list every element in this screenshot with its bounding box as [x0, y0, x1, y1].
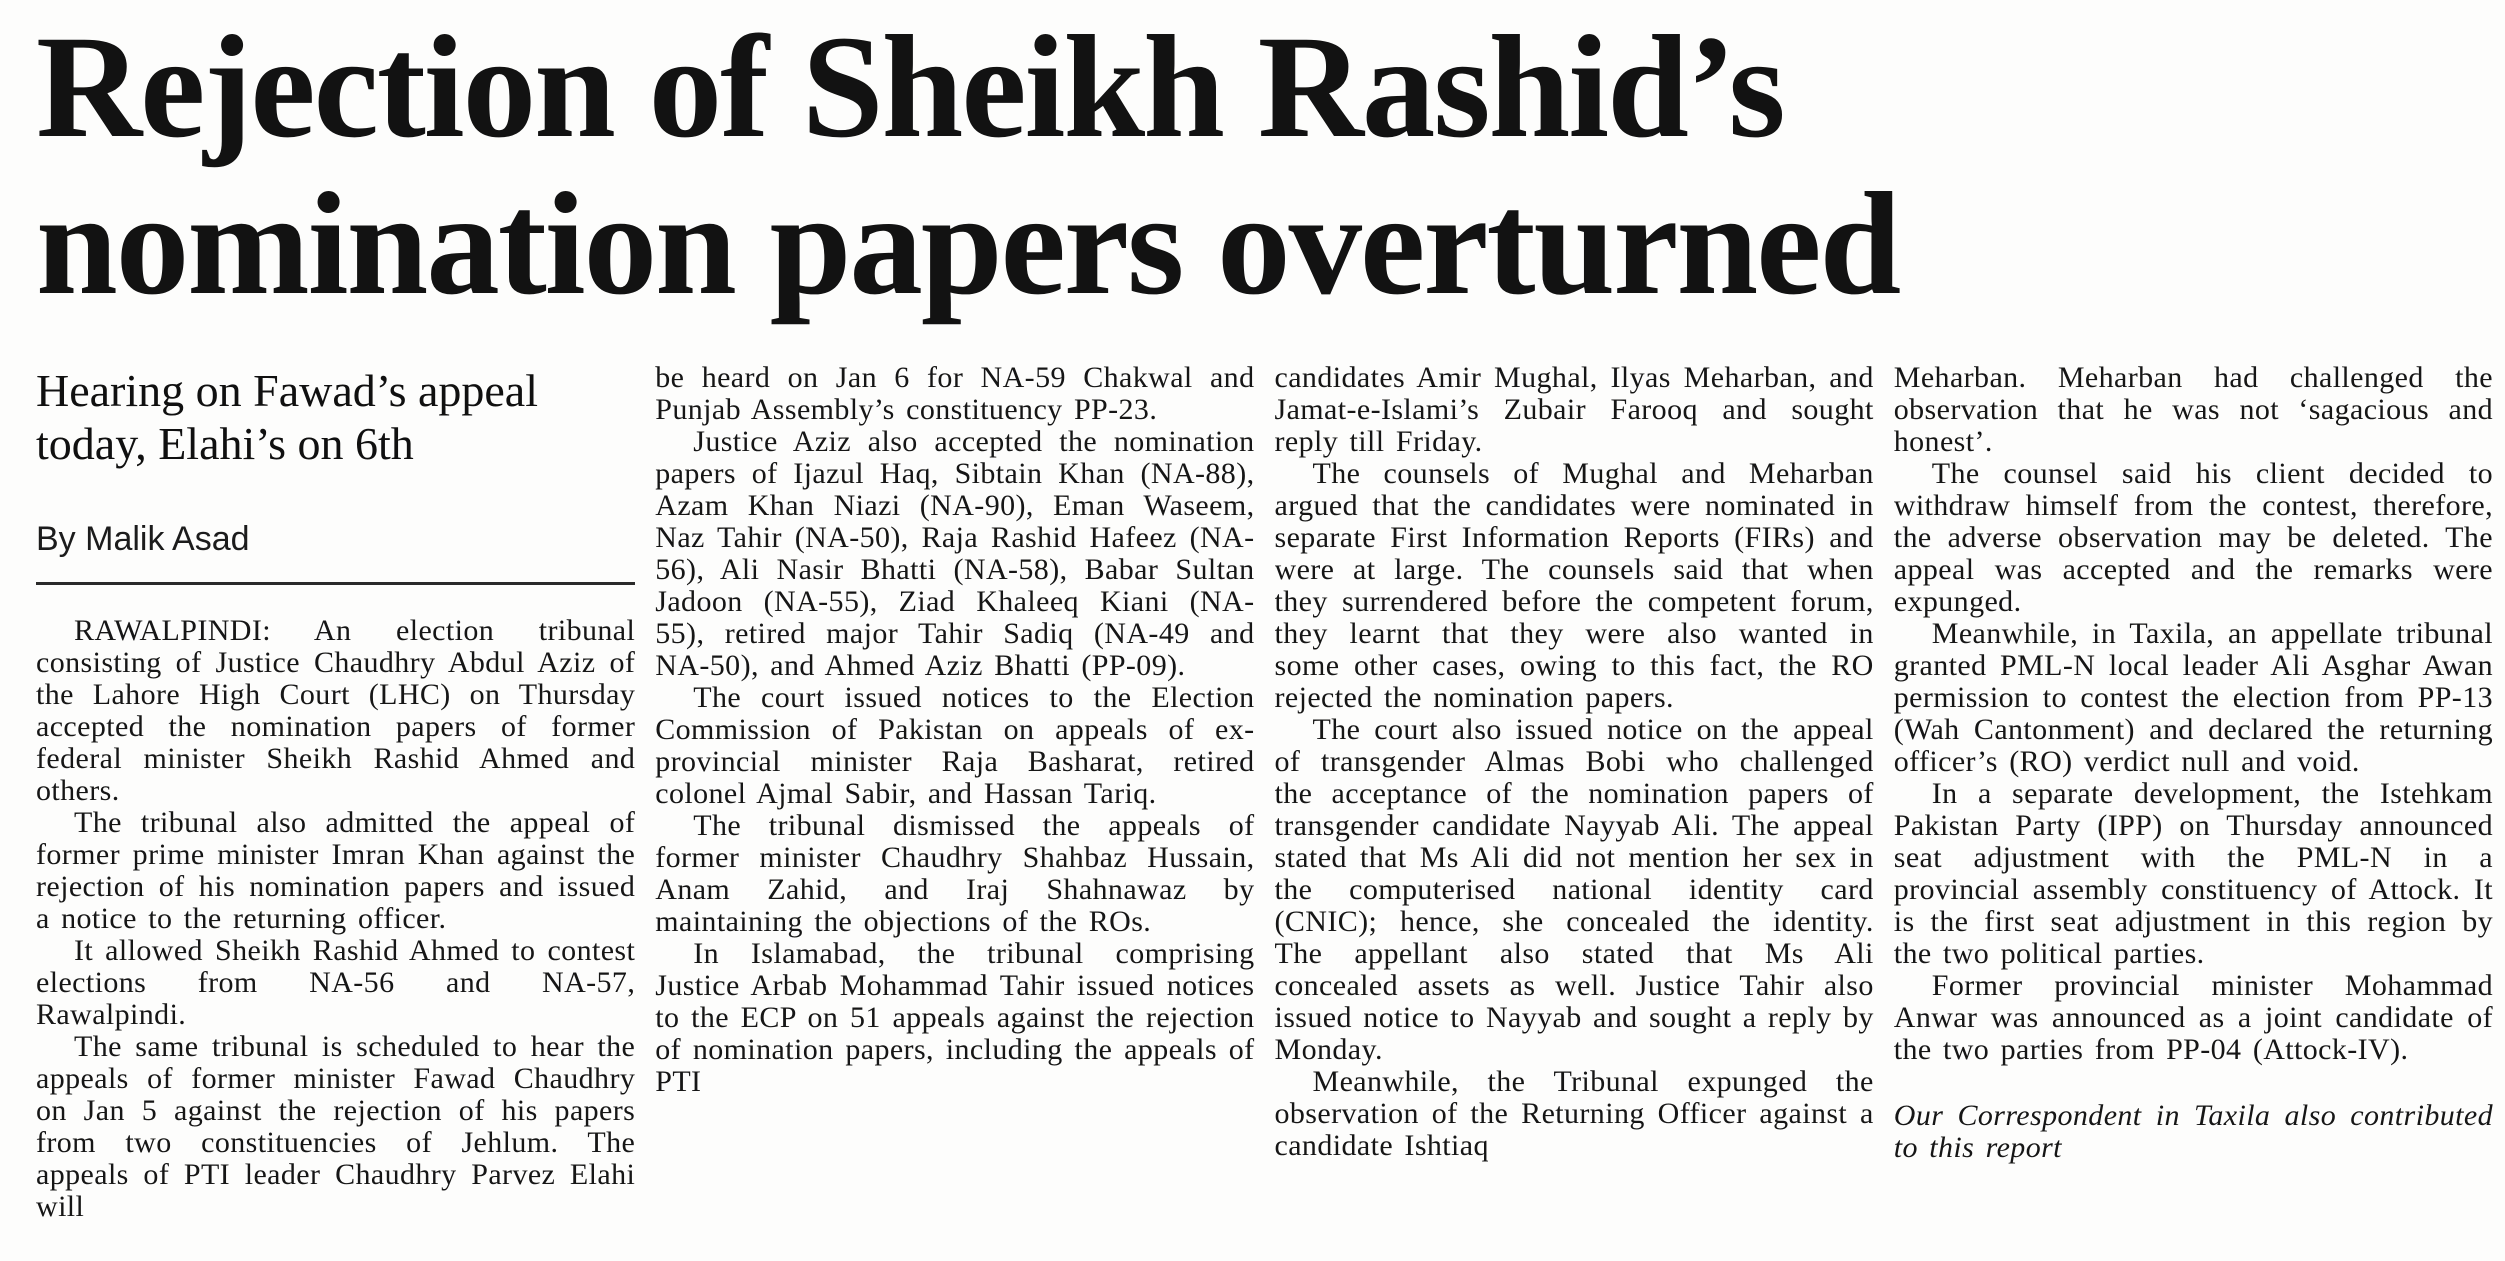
- paragraph: The counsel said his client decided to withdraw himself from the contest, therefore, the adverse observation may be deleted. The appeal was accepted and the remarks were expunged.: [1893, 457, 2493, 618]
- headline-line-1: Rejection of Sheikh Rashid’s: [36, 5, 1784, 168]
- column-2: [655, 362, 1254, 1258]
- paragraph: In a separate development, the Istehkam Pakistan Party (IPP) on Thursday announced seat adjustment with the PML-N in a provincial assembly constituency of Attock. It is the first seat adjustment in this region by the two political parties.: [1893, 777, 2493, 970]
- paragraph: Meanwhile, in Taxila, an appellate tribunal granted PML-N local leader Ali Asghar Awan permission to contest the election from PP-13 (Wah Cantonment) and declared the returning officer’s (RO) verdict null and void.: [1893, 617, 2493, 778]
- column-3: [1275, 362, 1874, 1258]
- paragraph: The tribunal also admitted the appeal of former prime minister Imran Khan against the rejection of his nomination papers and issued a notice to the returning officer.: [36, 806, 636, 935]
- paragraph-continuation: candidates Amir Mughal, Ilyas Meharban, and Jamat-e-Islami’s Zubair Farooq and sought reply till Friday.: [1274, 362, 1874, 458]
- paragraph-dateline: RAWALPINDI: An election tribunal consisting of Justice Chaudhry Abdul Aziz of the Lahore High Court (LHC) on Thursday accepted the nomination papers of former federal minister Sheikh Rashid Ahmed and others.: [36, 614, 636, 807]
- column-4: [1894, 362, 2493, 1258]
- headline-line-2: nomination papers overturned: [36, 162, 1900, 325]
- paragraph: Former provincial minister Mohammad Anwar was announced as a joint candidate of the two parties from PP-04 (Attock-IV).: [1893, 969, 2493, 1066]
- paragraph-continuation: be heard on Jan 6 for NA-59 Chakwal and Punjab Assembly’s constituency PP-23.: [655, 362, 1255, 426]
- paragraph: It allowed Sheikh Rashid Ahmed to contest elections from NA-56 and NA-57, Rawalpindi.: [36, 934, 636, 1031]
- paragraph: Meanwhile, the Tribunal expunged the observation of the Returning Officer against a candidate Ishtiaq: [1274, 1065, 1874, 1162]
- paragraph-continuation: Meharban. Meharban had challenged the observation that he was not ‘sagacious and honest’.: [1893, 362, 2493, 458]
- paragraph: The court also issued notice on the appeal of transgender Almas Bobi who challenged the acceptance of the nomination papers of transgender candidate Nayyab Ali. The appeal stated that Ms Ali did not mention her sex in the computerised national identity card (CNIC); hence, she concealed the identity. The appellant also stated that Ms Ali concealed assets as well. Justice Tahir also issued notice to Nayyab and sought a reply by Monday.: [1274, 713, 1874, 1066]
- correspondent-credit: Our Correspondent in Taxila also contributed to this report: [1893, 1099, 2493, 1164]
- column-1: [36, 362, 635, 1258]
- paragraph: The same tribunal is scheduled to hear the appeals of former minister Fawad Chaudhry on Jan 5 against the rejection of his papers from two constituencies of Jehlum. The appeals of PTI leader Chaudhry Parvez Elahi will: [36, 1030, 636, 1223]
- article-subheadline: Hearing on Fawad’s appeal today, Elahi’s on 6th: [36, 365, 539, 469]
- byline-divider: [36, 582, 635, 585]
- paragraph: The court issued notices to the Election Commission of Pakistan on appeals of ex-provincial minister Raja Basharat, retired colonel Ajmal Sabir, and Hassan Tariq.: [655, 681, 1255, 810]
- article-headline: [36, 5, 2493, 325]
- paragraph: The counsels of Mughal and Meharban argued that the candidates were nominated in separate First Information Reports (FIRs) and were at large. The counsels said that when they surrendered before the competent forum, they learnt that they were also wanted in some other cases, owing to this fact, the RO rejected the nomination papers.: [1274, 457, 1874, 714]
- article-byline: By Malik Asad: [36, 520, 250, 558]
- paragraph: The tribunal dismissed the appeals of former minister Chaudhry Shahbaz Hussain, Anam Zahid, and Iraj Shahnawaz by maintaining the objections of the ROs.: [655, 809, 1255, 938]
- paragraph: Justice Aziz also accepted the nomination papers of Ijazul Haq, Sibtain Khan (NA-88), Azam Khan Niazi (NA-90), Eman Waseem, Naz Tahir (NA-50), Raja Rashid Hafeez (NA-56), Ali Nasir Bhatti (NA-58), Babar Sultan Jadoon (NA-55), Ziad Khaleeq Kiani (NA-55), retired major Tahir Sadiq (NA-49 and NA-50), and Ahmed Aziz Bhatti (PP-09).: [655, 425, 1255, 682]
- article-body: [36, 362, 2493, 1258]
- paragraph: In Islamabad, the tribunal comprising Justice Arbab Mohammad Tahir issued notices to the ECP on 51 appeals against the rejection of nomination papers, including the appeals of PTI: [655, 937, 1255, 1098]
